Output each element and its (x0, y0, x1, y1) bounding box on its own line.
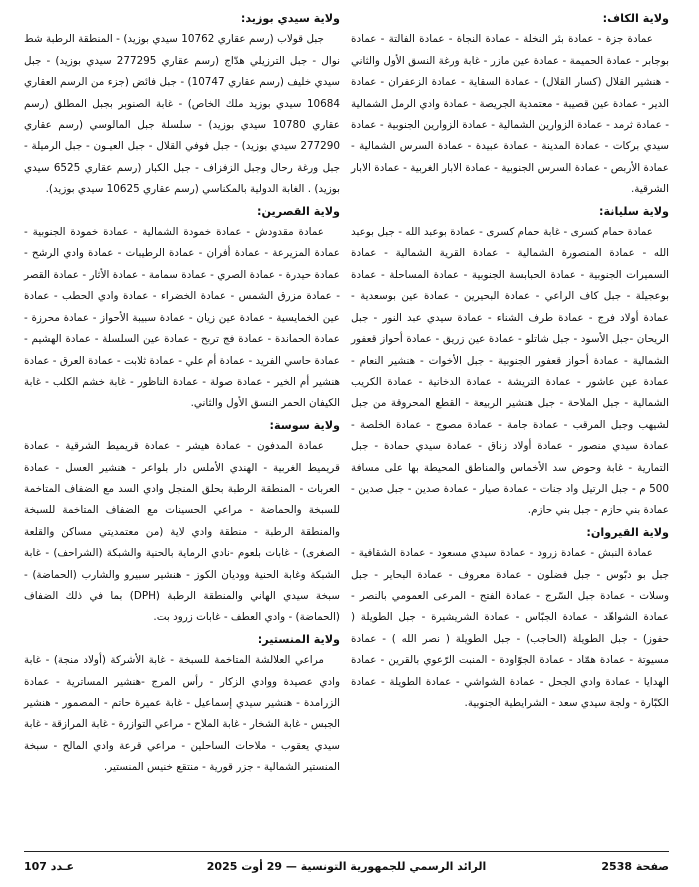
section-body: عمادة المدفون - عمادة هيشر - عمادة قريميط الشرقية - عمادة قريميط الغربية - الهندي الأملس دار بلواعر - هنشير العسل - عمادة العربات - المنطقة الرطبة بحلق المنجل وادي السد مع الضفاف المتاخمة للسبخة والحماضة - مراعي الحسينات مع الضفاف المتاخمة للسبخة والمنطقة الرطبة - منطقة وادي لاية (من معتمديتي مساكن والقلعة الصغرى) - غابات بلعوم -نادي الرماية بالحنية والشبكة (الشراحف) - غابة الشبكة وغابة الحنية ووديان الكوز - هنشير سبيرو والشارب (الحماضة) - سبخة سيدي الهاني والمنطقة الرطبة (DPH) بما في ذلك الضفاف (الحماضة) - وادي العطف - غابات زرود بت. (24, 440, 340, 624)
left-column (24, 8, 340, 779)
section-kasserine (24, 201, 340, 415)
section-heading: ولاية سوسة: (269, 418, 340, 432)
section-heading: ولاية سيدي بوزيد: (240, 12, 340, 25)
section-body: عمادة النبش - عمادة زرود - عمادة سيدي مسعود - عمادة الشقافية - جبل بو دبّوس - جبل فضلون - عمادة معروف - عمادة البحاير - جبل وسلات - عمادة جبل السّرج - عمادة الفتح - المرعى العمومي بالنصر - عمادة الشواهّد - عمادة الجبّاس - عمادة الشريشيرة - جبل الطويلة ( حفوز) - جبل الطويلة (الحاجب) - جبل الطويلة ( نصر الله ) - عمادة مسيوتة - عمادة همّاد - عمادة الجوّاودة - المنبت الرّعوي بالقرين - عمادة الهدايا - عمادة وادي الجحل - عمادة الشواشي - عمادة الطويلة - عمادة الكبّارة - ولجة سيدي سعد - الشرايطية الجنوبية. (351, 547, 669, 709)
section-body: مراعي العلالشة المتاخمة للسبخة - غابة الأشركة (أولاد منجة) - غابة وادي عصيدة ووادي الزكار - رأس المرج -هنشير المساترية - عمادة الزرامدة - هنشير سيدي إسماعيل - غابة عميرة حاتم - المصمور - هنشير الجبس - غابة الشخار - غابة الملاح - مراعي التوازرة - غابة المرازقة - غابة سيدي يعقوب - ملاحات الساحلين - مراعي قرعة وادي المالح - سبخة المنستير الشمالية - جزر قورية - منتقع خنيس المنستير. (24, 654, 340, 774)
page-footer (24, 857, 669, 879)
section-body: جبل قولاب (رسم عقاري 10762 سيدي بوزيد) - المنطقة الرطبة شط نوال - جبل الترزيلي هدّاج (رسم عقاري 277295 سيدي بوزيد) - جبل سيدي خليف (رسم عقاري 10747) - جبل فائض (جزء من الرسم العقاري 10684 سيدي بوزيد ملك الخاص) - غابة الصنوبر بجبل المطلق (رسم عقاري 10780 سيدي بوزيد) - سلسلة جبل المالوسي (رسم عقاري 277290 سيدي بوزيد) - جبل فوفي القلال - جبل العيـون - جبل الرميلة - جبل ورغة رحال وجبل الزفزاف - جبل الكبار (رسم عقاري 6525 سيدي بوزيد) . الغابة الدولية بالمكناسي (رسم عقاري 10625 سيدي بوزيد). (24, 33, 340, 196)
section-body: عمادة جزة - عمادة بئر النخلة - عمادة النجاة - عمادة الفالتة - عمادة بوجابر - عمادة الحميمة - عمادة عين مازر - غابة ورغة النسق الأول والثاني - هنشير القلال (كسار القلال) - عمادة السقاية - عمادة الزعفران - عمادة الدير - عمادة عين قصيبة - معتمدية الجريصة - عمادة وادي الرمل الشمالية - عمادة ثرمد - عمادة الزوارين الشمالية - عمادة الزوارين الجنوبية - عمادة سيدي بركات - عمادة المدينة - عمادة عبيدة - عمادة السرس الشمالية - عمادة الأربص - عمادة السرس الجنوبية - عمادة الابار الغربية - عمادة الابار الشرقية. (351, 33, 669, 196)
footer-divider (24, 851, 669, 852)
section-monastir (24, 629, 340, 779)
section-kairouan (351, 522, 669, 715)
section-heading: ولاية سليانة: (599, 204, 669, 218)
section-heading: ولاية المنستير: (257, 632, 340, 646)
journal-title: الرائد الرسمي للجمهورية التونسية — 29 أوت 2025 (206, 860, 487, 873)
section-body: عمادة مقدودش - عمادة خمودة الشمالية - عمادة خمودة الجنوبية - عمادة المزيرعة - عمادة أفران - عمادة الرطيبات - عمادة وادي الرشح - عمادة حيدرة - عمادة الصري - عمادة سمامة - عمادة الأثار - عمادة القصر - عمادة مزرق الشمس - عمادة الخضراء - عمادة وادي الحطب - عمادة عين الخمايسية - عمادة عين زيان - عمادة سبيبة الأحواز - عمادة محرزة - عمادة الحماندة - عمادة فج تربح - عمادة عين السلسلة - عمادة الهشيم - عمادة حاسي الفريد - عمادة أم علي - عمادة ثلابت - عمادة العرق - عمادة هنشير أم الخير - عمادة صولة - عمادة الناظور - غابة خشم الكلب - غابة الكيفان الحمر النسق الأول والثاني. (24, 226, 340, 410)
section-heading: ولاية الكاف: (602, 12, 669, 25)
section-heading: ولاية القصرين: (257, 204, 340, 218)
page-number: صفحة 2538 (601, 860, 669, 873)
issue-number: عـدد 107 (24, 860, 75, 873)
section-siliana (351, 201, 669, 522)
section-heading: ولاية القيروان: (586, 525, 669, 539)
section-kef (351, 8, 669, 201)
right-column (351, 8, 669, 714)
section-sidi-bouzid (24, 8, 340, 201)
section-sousse (24, 415, 340, 629)
section-body: عمادة حمام كسرى - غابة حمام كسرى - عمادة بوعبد الله - جبل بوعبد الله - عمادة المنصورة الشمالية - عمادة القرية الشمالية - عمادة السميرات الجنوبية - عمادة الحبابسة الجنوبية - عمادة المساحلة - عمادة بوعجيلة - جبل كاف الراعي - عمادة البحيرين - عمادة عين بوسعدية - عمادة أولاد فرج - عمادة طرف الشناء - عمادة سيدي عبد النور - جبل الريحان -جبل الأسود - جبل شاتلو - عمادة عين زريق - عمادة أحواز قعفور الشمالية - عمادة أحواز قعفور الجنوبية - جبل الأخوات - هنشير النعام - عمادة عين عاشور - عمادة التريشة - عمادة الدخانية - عمادة الكريب الشمالية - جبل الملاحة - جبل هنشير الربيعة - القطع المحروقة من جبل لشيهب وجبل المرقب - عمادة جامة - عمادة مصوج - عمادة الخلصة - عمادة سيدي منصور - عمادة أولاد زناق - عمادة سيدي حمادة - جبل التمارية - غابة وحوض سد الأخماس والمناطق المحيطة بها على مسافة 500 م - جبل الرتيل واد جنات - عمادة صيار - عمادة صدين - جبل صدين - عمادة بني حازم - جبل بني حازم. (351, 226, 669, 517)
